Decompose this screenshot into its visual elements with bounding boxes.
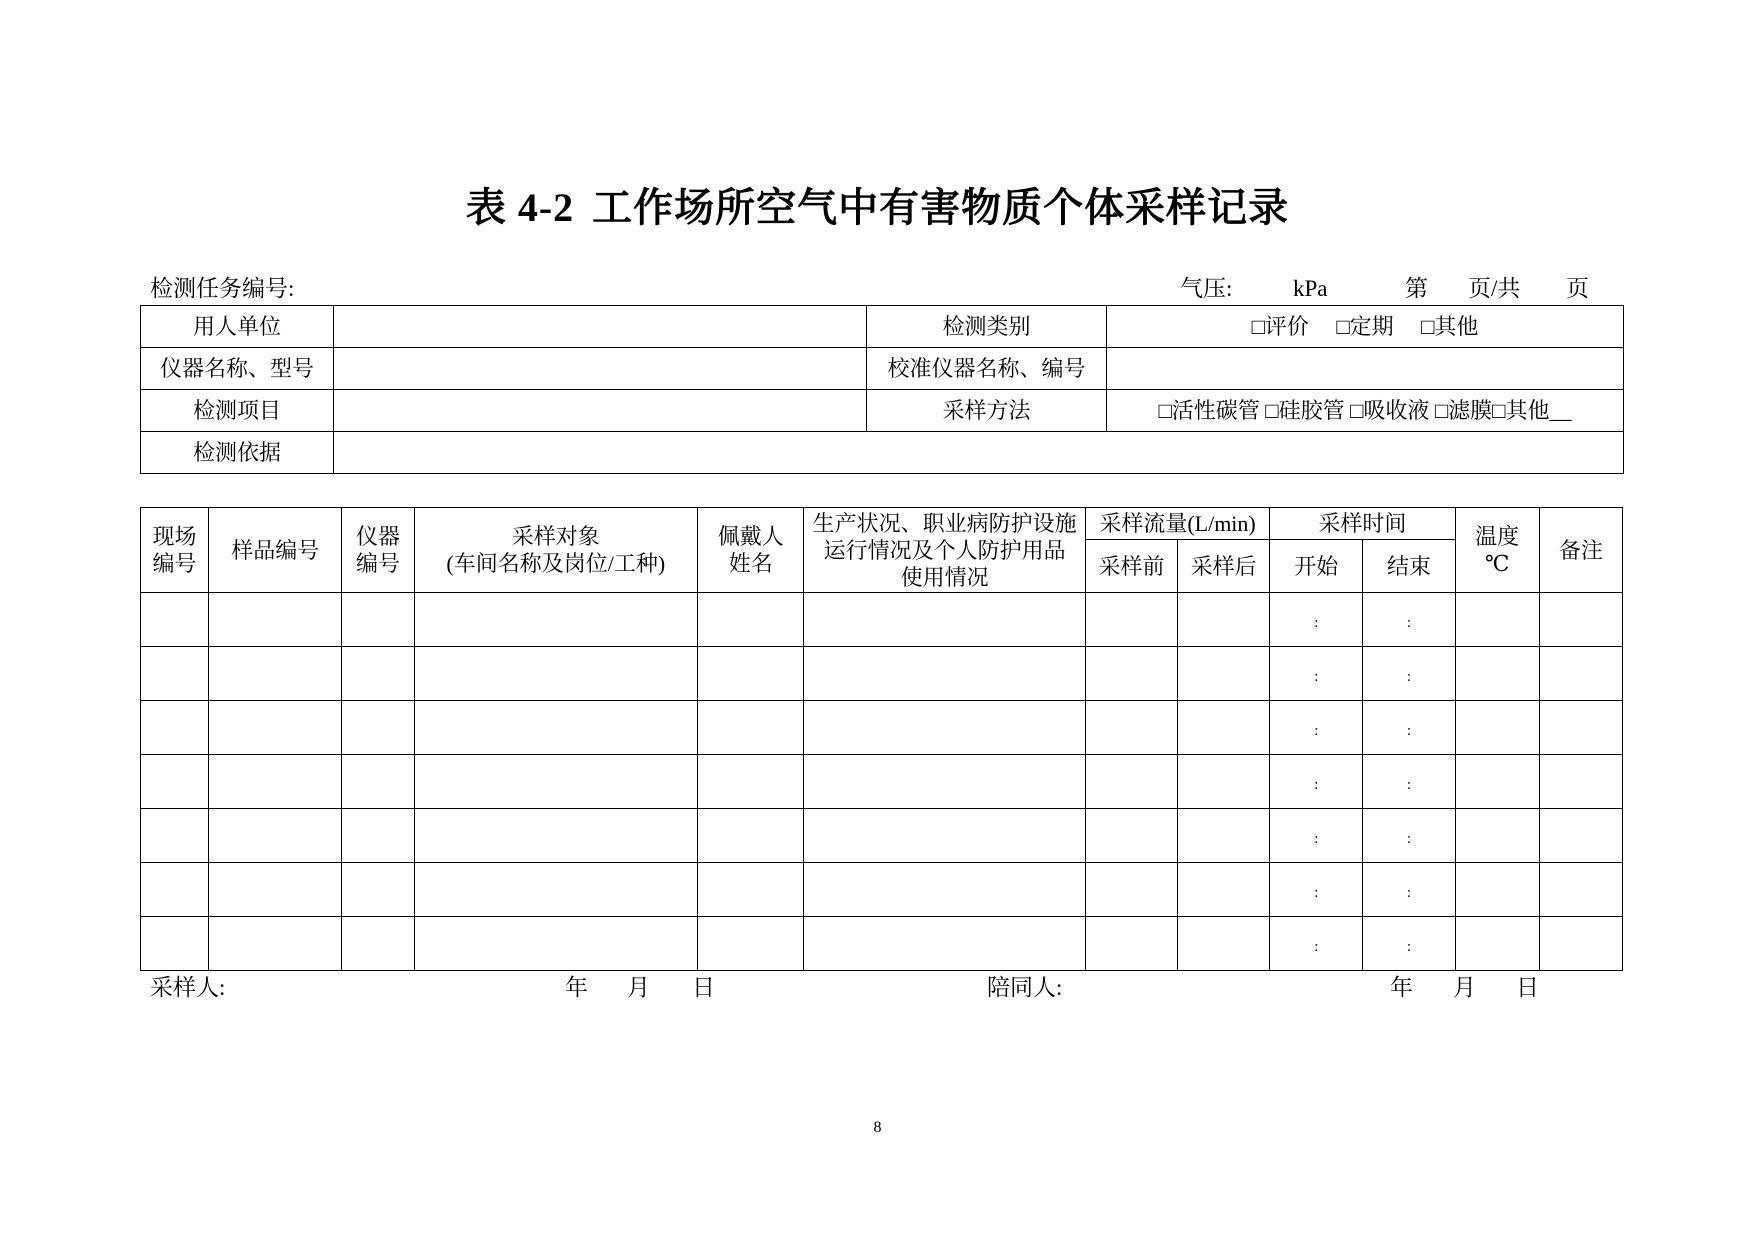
sampler-date-day: 日 — [692, 975, 715, 1000]
col-wearer-name: 佩戴人 姓名 — [698, 508, 804, 593]
calibration-label: 校准仪器名称、编号 — [867, 348, 1107, 390]
cell-site-no[interactable] — [141, 863, 209, 917]
form-title — [0, 184, 1755, 232]
cell-sample-no[interactable] — [209, 755, 342, 809]
method-label: 采样方法 — [867, 390, 1107, 432]
pressure-unit: kPa — [1293, 276, 1328, 301]
cell-wearer-name[interactable] — [698, 917, 804, 971]
cell-remark[interactable] — [1539, 917, 1622, 971]
time-separator: : — [1314, 615, 1319, 631]
page-number: 8 — [873, 1119, 882, 1136]
col-instrument-no: 仪器 编号 — [342, 508, 414, 593]
cell-condition[interactable] — [804, 593, 1086, 647]
form-title-number: 表 4-2 — [465, 185, 575, 230]
page-prefix: 第 — [1405, 276, 1428, 301]
col-flow-after: 采样后 — [1178, 540, 1270, 593]
cell-sample-no[interactable] — [209, 701, 342, 755]
cell-wearer-name[interactable] — [698, 809, 804, 863]
companion-date-year: 年 — [1390, 975, 1413, 1000]
cell-flow-after[interactable] — [1178, 755, 1270, 809]
cell-sampling-target[interactable] — [414, 917, 698, 971]
table-row — [141, 593, 1623, 647]
cell-time-end[interactable] — [1363, 647, 1455, 701]
table-row — [141, 809, 1623, 863]
time-separator: : — [1314, 885, 1319, 901]
cell-flow-before[interactable] — [1085, 917, 1177, 971]
cell-flow-after[interactable] — [1178, 593, 1270, 647]
cell-time-end[interactable] — [1363, 755, 1455, 809]
time-separator: : — [1314, 723, 1319, 739]
table-row — [141, 917, 1623, 971]
cell-remark[interactable] — [1539, 755, 1622, 809]
cell-wearer-name[interactable] — [698, 647, 804, 701]
time-separator: : — [1406, 885, 1412, 901]
cell-temperature[interactable] — [1455, 593, 1539, 647]
cell-condition[interactable] — [804, 701, 1086, 755]
item-label: 检测项目 — [141, 390, 334, 432]
cell-flow-before[interactable] — [1085, 593, 1177, 647]
item-field[interactable] — [334, 390, 867, 432]
cell-temperature[interactable] — [1455, 755, 1539, 809]
sampler-date-month: 月 — [627, 975, 650, 1000]
cell-time-start[interactable] — [1270, 755, 1363, 809]
info-table — [140, 305, 1624, 474]
cell-flow-before[interactable] — [1085, 809, 1177, 863]
companion-label: 陪同人: — [987, 975, 1063, 1000]
cell-condition[interactable] — [804, 917, 1086, 971]
cell-sampling-target[interactable] — [414, 647, 698, 701]
col-temperature: 温度 ℃ — [1455, 508, 1539, 593]
cell-time-end[interactable] — [1363, 917, 1455, 971]
sampling-table — [140, 507, 1623, 971]
basis-field[interactable] — [334, 432, 1624, 474]
cell-condition[interactable] — [804, 809, 1086, 863]
cell-instrument-no[interactable] — [342, 917, 414, 971]
cell-instrument-no[interactable] — [342, 809, 414, 863]
table-row — [141, 755, 1623, 809]
cell-sample-no[interactable] — [209, 593, 342, 647]
cell-time-end[interactable] — [1363, 701, 1455, 755]
cell-sampling-target[interactable] — [414, 701, 698, 755]
employer-label: 用人单位 — [141, 306, 334, 348]
time-separator: : — [1314, 777, 1319, 793]
cell-wearer-name[interactable] — [698, 863, 804, 917]
cell-instrument-no[interactable] — [342, 863, 414, 917]
cell-condition[interactable] — [804, 863, 1086, 917]
cell-sampling-target[interactable] — [414, 593, 698, 647]
cell-flow-after[interactable] — [1178, 809, 1270, 863]
cell-remark[interactable] — [1539, 809, 1622, 863]
instrument-field[interactable] — [334, 348, 867, 390]
cell-sampling-target[interactable] — [414, 755, 698, 809]
cell-remark[interactable] — [1539, 647, 1622, 701]
cell-site-no[interactable] — [141, 701, 209, 755]
time-separator: : — [1406, 669, 1412, 685]
cell-sampling-target[interactable] — [414, 863, 698, 917]
page-suffix: 页 — [1566, 276, 1589, 301]
sampler-date-year: 年 — [565, 975, 588, 1000]
cell-time-end[interactable] — [1363, 863, 1455, 917]
sampler-label: 采样人: — [150, 975, 226, 1000]
time-separator: : — [1314, 939, 1319, 955]
cell-instrument-no[interactable] — [342, 755, 414, 809]
table-row — [141, 701, 1623, 755]
cell-flow-after[interactable] — [1178, 863, 1270, 917]
cell-time-end[interactable] — [1363, 593, 1455, 647]
cell-sampling-target[interactable] — [414, 809, 698, 863]
time-separator: : — [1406, 777, 1412, 793]
cell-sample-no[interactable] — [209, 863, 342, 917]
table-row — [141, 863, 1623, 917]
cell-wearer-name[interactable] — [698, 593, 804, 647]
cell-flow-before[interactable] — [1085, 863, 1177, 917]
detect-type-options[interactable]: □评价 □定期 □其他 — [1107, 306, 1624, 348]
time-separator: : — [1314, 669, 1319, 685]
cell-flow-before[interactable] — [1085, 701, 1177, 755]
cell-temperature[interactable] — [1455, 701, 1539, 755]
col-condition: 生产状况、职业病防护设施 运行情况及个人防护用品 使用情况 — [804, 508, 1086, 593]
cell-wearer-name[interactable] — [698, 755, 804, 809]
cell-remark[interactable] — [1539, 593, 1622, 647]
form-title-text: 工作场所空气中有害物质个体采样记录 — [592, 185, 1290, 230]
cell-time-start[interactable] — [1270, 647, 1363, 701]
method-options[interactable]: □活性碳管 □硅胶管 □吸收液 □滤膜□其他__ — [1107, 390, 1624, 432]
col-time: 采样时间 — [1270, 508, 1455, 540]
cell-site-no[interactable] — [141, 809, 209, 863]
col-flow-before: 采样前 — [1085, 540, 1177, 593]
employer-field[interactable] — [334, 306, 867, 348]
col-flow: 采样流量(L/min) — [1085, 508, 1269, 540]
cell-temperature[interactable] — [1455, 917, 1539, 971]
cell-flow-after[interactable] — [1178, 701, 1270, 755]
col-site-no: 现场 编号 — [141, 508, 209, 593]
cell-remark[interactable] — [1539, 863, 1622, 917]
cell-site-no[interactable] — [141, 593, 209, 647]
page-mid: 页/共 — [1468, 276, 1521, 301]
cell-time-end[interactable] — [1363, 809, 1455, 863]
time-separator: : — [1406, 615, 1412, 631]
col-sample-no: 样品编号 — [209, 508, 342, 593]
cell-time-start[interactable] — [1270, 917, 1363, 971]
cell-time-start[interactable] — [1270, 863, 1363, 917]
time-separator: : — [1314, 831, 1319, 847]
cell-condition[interactable] — [804, 755, 1086, 809]
companion-date-day: 日 — [1516, 975, 1539, 1000]
companion-date-month: 月 — [1453, 975, 1476, 1000]
cell-instrument-no[interactable] — [342, 593, 414, 647]
cell-instrument-no[interactable] — [342, 647, 414, 701]
col-sampling-target: 采样对象 (车间名称及岗位/工种) — [414, 508, 698, 593]
cell-site-no[interactable] — [141, 917, 209, 971]
col-remark: 备注 — [1539, 508, 1622, 593]
cell-wearer-name[interactable] — [698, 701, 804, 755]
cell-site-no[interactable] — [141, 755, 209, 809]
sampling-rows — [141, 593, 1623, 971]
cell-site-no[interactable] — [141, 647, 209, 701]
cell-temperature[interactable] — [1455, 809, 1539, 863]
cell-flow-after[interactable] — [1178, 917, 1270, 971]
cell-remark[interactable] — [1539, 701, 1622, 755]
cell-time-start[interactable] — [1270, 701, 1363, 755]
instrument-label: 仪器名称、型号 — [141, 348, 334, 390]
col-time-end: 结束 — [1363, 540, 1455, 593]
time-separator: : — [1406, 939, 1412, 955]
time-separator: : — [1406, 723, 1412, 739]
cell-flow-after[interactable] — [1178, 647, 1270, 701]
cell-sample-no[interactable] — [209, 809, 342, 863]
cell-condition[interactable] — [804, 647, 1086, 701]
task-number-label: 检测任务编号: — [150, 276, 295, 301]
cell-flow-before[interactable] — [1085, 755, 1177, 809]
table-row — [141, 647, 1623, 701]
col-time-start: 开始 — [1270, 540, 1363, 593]
cell-time-start[interactable] — [1270, 593, 1363, 647]
cell-temperature[interactable] — [1455, 647, 1539, 701]
cell-sample-no[interactable] — [209, 647, 342, 701]
cell-flow-before[interactable] — [1085, 647, 1177, 701]
time-separator: : — [1406, 831, 1412, 847]
cell-sample-no[interactable] — [209, 917, 342, 971]
basis-label: 检测依据 — [141, 432, 334, 474]
cell-time-start[interactable] — [1270, 809, 1363, 863]
detect-type-label: 检测类别 — [867, 306, 1107, 348]
pressure-label: 气压: — [1180, 276, 1233, 301]
cell-temperature[interactable] — [1455, 863, 1539, 917]
calibration-field[interactable] — [1107, 348, 1624, 390]
cell-instrument-no[interactable] — [342, 701, 414, 755]
